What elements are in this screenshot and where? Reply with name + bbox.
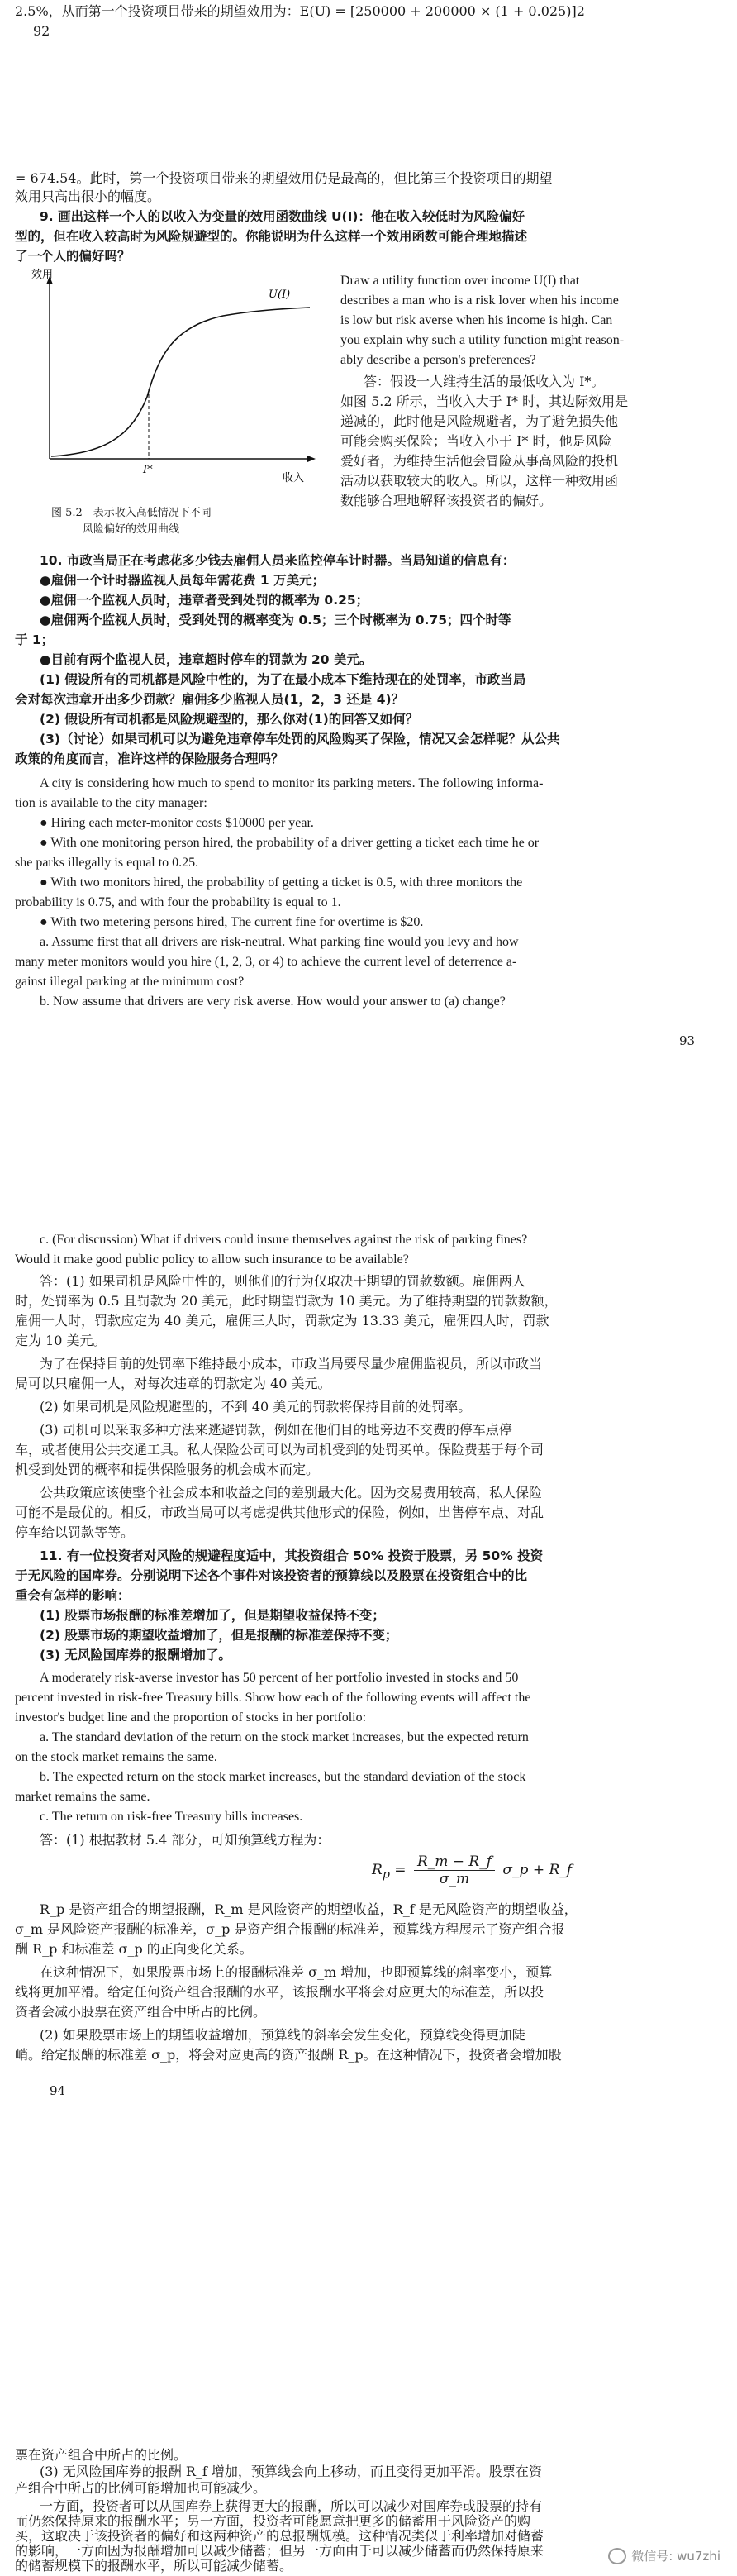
text-line: 产组合中所占的比例可能增加也可能减少。 bbox=[15, 2480, 267, 2496]
text-line: 效用只高出很小的幅度。 bbox=[15, 188, 161, 204]
text-line: a. Assume first that all drivers are risk-neutral. What parking fine would you levy and how bbox=[40, 935, 519, 949]
text-line: ● Hiring each meter-monitor costs $10000 per year. bbox=[40, 816, 314, 830]
text-line: a. The standard deviation of the return on the stock market increases, but the expected return bbox=[40, 1730, 529, 1744]
answer-9: 可能会购买保险；当收入小于 I* 时，他是风险 bbox=[340, 433, 612, 449]
fig-curve-label: U(I) bbox=[269, 289, 291, 301]
text-line: percent invested in risk-free Treasury bills. Show how each of the following events will affect the bbox=[15, 1691, 531, 1705]
answer-11: R_p 是资产组合的期望报酬，R_m 是风险资产的期望收益，R_f 是无风险资产的期望收益， bbox=[40, 1901, 578, 1917]
text-line: describes a man who is a risk lover when his income bbox=[340, 293, 619, 308]
answer-10: 机受到处罚的概率和提供保险服务的机会成本而定。 bbox=[15, 1462, 320, 1477]
text-line: she parks illegally is equal to 0.25. bbox=[15, 856, 199, 870]
text-line: = 674.54。此时，第一个投资项目带来的期望效用仍是最高的，但比第三个投资项目的期望 bbox=[15, 170, 553, 186]
text-line: (3) 无风险国库券的报酬 R_f 增加，预算线会向上移动，而且变得更加平滑。股票在资 bbox=[40, 2464, 542, 2479]
answer-9: 递减的，此时他是风险规避者，为了避免损失他 bbox=[340, 413, 619, 429]
text-line: ● With two monitors hired, the probability of getting a ticket is 0.5, with three monitors the bbox=[40, 875, 523, 890]
answer-10: (2) 如果司机是风险规避型的，不到 40 美元的罚款将保持目前的处罚率。 bbox=[40, 1399, 472, 1414]
question-10: 于 1； bbox=[15, 632, 55, 647]
text-line: 一方面，投资者可以从国库券上获得更大的报酬，所以可以减少对国库券或股票的持有 bbox=[40, 2498, 543, 2514]
x-axis-arrow bbox=[307, 456, 316, 462]
watermark-text: 微信号: wu7zhi bbox=[631, 2548, 720, 2564]
formula-rest: σ_p + R_f bbox=[502, 1862, 573, 1878]
text-line: 而仍然保持原来的报酬水平；另一方面，投资者可能愿意把更多的储蓄用于风险资产的购 bbox=[15, 2513, 531, 2529]
text-line: tion is available to the city manager: bbox=[15, 796, 207, 810]
question-10: 会对每次违章开出多少罚款？雇佣多少监视人员(1，2，3 还是 4)？ bbox=[15, 692, 405, 707]
answer-9: 活动以获取较大的收入。所以，这样一种效用函 bbox=[340, 473, 619, 489]
page-gap bbox=[0, 1133, 737, 1224]
formula-fraction bbox=[414, 1853, 495, 1887]
question-11: (2) 股票市场的期望收益增加了，但是报酬的标准差保持不变； bbox=[40, 1628, 398, 1643]
answer-9: 答：假设一人维持生活的最低收入为 I*。 bbox=[364, 374, 605, 389]
page-number: 94 bbox=[50, 2083, 66, 2098]
question-10: ●雇佣一个监视人员时，违章者受到处罚的概率为 0.25； bbox=[40, 593, 369, 608]
text-line: Would it make good public policy to allow such insurance to be available? bbox=[15, 1252, 409, 1267]
formula-lhs-sub: p bbox=[382, 1868, 390, 1882]
fig-y-label: 效用 bbox=[31, 269, 54, 281]
answer-10: 停车给以罚款等等。 bbox=[15, 1524, 135, 1540]
text-line: 的储蓄规模下的报酬水平，所以可能减少储蓄。 bbox=[15, 2558, 293, 2574]
text-line: probability is 0.75, and with four the probability is equal to 1. bbox=[15, 895, 341, 909]
question-9: 了一个人的偏好吗？ bbox=[15, 249, 131, 264]
answer-10: 雇佣一人时，罚款应定为 40 美元，雇佣三人时，罚款定为 13.33 美元，雇佣四人时，罚款 bbox=[15, 1313, 549, 1329]
text-line: 的影响，一方面因为报酬增加可以减少储蓄；但另一方面由于可以减少储蓄而仍然保持原来 bbox=[15, 2543, 544, 2559]
page-93 bbox=[0, 0, 737, 1133]
budget-line-formula: $R_p$ = $\frac{R\_m - R\_f}{\sigma\_m}$ σ_p + R_f bbox=[372, 1853, 573, 1887]
text-line: is low but risk averse when his income is high. Can bbox=[340, 313, 613, 327]
answer-11: 资者会减小股票在资产组合中所占的比例。 bbox=[15, 2004, 267, 2020]
question-10: ●雇佣一个计时器监视人员每年需花费 1 万美元； bbox=[40, 573, 326, 588]
text-line: 票在资产组合中所占的比例。 bbox=[15, 2447, 188, 2463]
utility-curve bbox=[51, 308, 310, 456]
text-line: ● With one monitoring person hired, the probability of a driver getting a ticket each time he or bbox=[40, 836, 540, 850]
text-line: b. Now assume that drivers are very risk averse. How would your answer to (a) change? bbox=[40, 995, 506, 1009]
utility-curve-figure bbox=[25, 265, 322, 537]
text-line: A moderately risk-averse investor has 50 percent of her portfolio invested in stocks and 50 bbox=[40, 1671, 519, 1685]
question-9: 9. 画出这样一个人的以收入为变量的效用函数曲线 U(I)：他在收入较低时为风险偏好 bbox=[40, 209, 525, 224]
question-10: 政策的角度而言，准许这样的保险服务合理吗？ bbox=[15, 751, 284, 766]
question-10: (3)（讨论）如果司机可以为避免违章停车处罚的风险购买了保险，情况又会怎样呢？从公共 bbox=[40, 732, 560, 747]
text-line: c. (For discussion) What if drivers could insure themselves against the risk of parking fines? bbox=[40, 1233, 528, 1247]
answer-11: 酬 R_p 和标准差 σ_p 的正向变化关系。 bbox=[15, 1941, 253, 1957]
text-line: market remains the same. bbox=[15, 1790, 150, 1804]
answer-11: 答：(1) 根据教材 5.4 部分，可知预算线方程为： bbox=[40, 1832, 330, 1848]
text-line: many meter monitors would you hire (1, 2, 3, or 4) to achieve the current level of deterrence a- bbox=[15, 955, 517, 969]
page-95-partial bbox=[0, 2447, 737, 2576]
answer-10: 车，或者使用公共交通工具。私人保险公司可以为司机受到的处罚买单。保险费基于每个司 bbox=[15, 1442, 544, 1457]
text-line: ● With two metering persons hired, The current fine for overtime is $20. bbox=[40, 915, 424, 929]
answer-10: 定为 10 美元。 bbox=[15, 1333, 107, 1348]
text-line: gainst illegal parking at the minimum cost? bbox=[15, 975, 245, 989]
text-line: b. The expected return on the stock market increases, but the standard deviation of the stock bbox=[40, 1770, 526, 1784]
page-gap bbox=[0, 2360, 737, 2447]
question-10: (1) 假设所有的司机都是风险中性的，为了在最小成本下维持现在的处罚率，市政当局 bbox=[40, 672, 526, 687]
text-line: ably describe a person's preferences? bbox=[340, 353, 536, 367]
text-line: 2.5%，从而第一个投资项目带来的期望效用为：E(U) = [250000 + 200000 × (1 + 0.025)]2 bbox=[15, 3, 585, 19]
text-line: 92 bbox=[33, 23, 50, 39]
wechat-watermark bbox=[608, 2547, 720, 2565]
wechat-icon bbox=[608, 2548, 626, 2564]
question-11: 于无风险的国库券。分别说明下述各个事件对该投资者的预算线以及股票在投资组合中的比 bbox=[15, 1568, 528, 1583]
question-11: 11. 有一位投资者对风险的规避程度适中，其投资组合 50% 投资于股票，另 50% 投资 bbox=[40, 1548, 544, 1563]
answer-10: 局可以只雇佣一人，对每次违章的罚款定为 40 美元。 bbox=[15, 1376, 331, 1391]
answer-11: 峭。给定报酬的标准差 σ_p，将会对应更高的资产报酬 R_p。在这种情况下，投资者会增加股 bbox=[15, 2047, 562, 2063]
question-10: (2) 假设所有司机都是风险规避型的，那么你对(1)的回答又如何？ bbox=[40, 712, 419, 727]
answer-11: (2) 如果股票市场上的期望收益增加，预算线的斜率会发生变化，预算线变得更加陡 bbox=[40, 2027, 525, 2043]
answer-11: σ_m 是风险资产报酬的标准差，σ_p 是资产组合报酬的标准差，预算线方程展示了资产组合报 bbox=[15, 1921, 565, 1937]
fig-x-label: 收入 bbox=[283, 472, 305, 484]
answer-11: 线将更加平滑。给定任何资产组合报酬的水平，该报酬水平将会对应更大的标准差，所以投 bbox=[15, 1984, 544, 2000]
question-10: 10. 市政当局正在考虑花多少钱去雇佣人员来监控停车计时器。当局知道的信息有： bbox=[40, 553, 516, 568]
answer-9: 爱好者，为维持生活他会冒险从事高风险的投机 bbox=[340, 453, 619, 469]
question-11: 重会有怎样的影响： bbox=[15, 1588, 131, 1603]
text-line: investor's budget line and the proportion of stocks in her portfolio: bbox=[15, 1710, 367, 1724]
answer-10: 公共政策应该使整个社会成本和收益之间的差别最大化。因为交易费用较高，私人保险 bbox=[40, 1485, 543, 1500]
answer-9: 数能够合理地解释该投资者的偏好。 bbox=[340, 493, 553, 508]
question-9: 型的，但在收入较高时为风险规避型的。你能说明为什么这样一个效用函数可能合理地描述 bbox=[15, 229, 528, 244]
page-94 bbox=[0, 1224, 737, 2360]
text-line: Draw a utility function over income U(I) that bbox=[340, 274, 580, 288]
question-11: (3) 无风险国库券的报酬增加了。 bbox=[40, 1648, 231, 1662]
text-line: 买，这取决于该投资者的偏好和这两种资产的总报酬规模。这种情况类似于利率增加对储蓄 bbox=[15, 2528, 544, 2544]
formula-denominator: σ_m bbox=[439, 1871, 470, 1887]
answer-10: 时，处罚率为 0.5 且罚款为 20 美元，此时期望罚款为 10 美元。为了维持期望的罚款数额， bbox=[15, 1293, 558, 1309]
answer-10: 为了在保持目前的处罚率下维持最小成本，市政当局要尽量少雇佣监视员，所以市政当 bbox=[40, 1356, 543, 1371]
answer-9: 如图 5.2 所示，当收入大于 I* 时，其边际效用是 bbox=[340, 394, 629, 409]
text-line: c. The return on risk-free Treasury bills increases. bbox=[40, 1810, 303, 1824]
answer-10: (3) 司机可以采取多种方法来逃避罚款，例如在他们目的地旁边不交费的停车点停 bbox=[40, 1422, 512, 1438]
text-line: on the stock market remains the same. bbox=[15, 1750, 217, 1764]
text-line: A city is considering how much to spend to monitor its parking meters. The following informa- bbox=[40, 776, 544, 790]
text-line: you explain why such a utility function might reason- bbox=[340, 333, 625, 347]
fig-threshold-label: I* bbox=[143, 464, 153, 476]
question-10: ●目前有两个监视人员，违章超时停车的罚款为 20 美元。 bbox=[40, 652, 373, 667]
formula-numerator: R_m − R_f bbox=[414, 1853, 495, 1871]
figure-caption: 图 5.2 表示收入高低情况下不同 bbox=[51, 507, 212, 519]
formula-lhs: R bbox=[372, 1862, 383, 1878]
page-number: 93 bbox=[679, 1033, 696, 1048]
answer-10: 可能不是最优的。相反，市政当局可以考虑提供其他形式的保险，例如，出售停车点、对乱 bbox=[15, 1505, 544, 1520]
answer-11: 在这种情况下，如果股票市场上的报酬标准差 σ_m 增加，也即预算线的斜率变小，预算 bbox=[40, 1964, 553, 1980]
question-10: ●雇佣两个监视人员时，受到处罚的概率变为 0.5；三个时概率为 0.75；四个时等 bbox=[40, 613, 511, 627]
answer-10: 答：(1) 如果司机是风险中性的，则他们的行为仅取决于期望的罚款数额。雇佣两人 bbox=[40, 1273, 525, 1289]
figure-caption: 风险偏好的效用曲线 bbox=[83, 523, 180, 536]
question-11: (1) 股票市场报酬的标准差增加了，但是期望收益保持不变； bbox=[40, 1608, 385, 1623]
